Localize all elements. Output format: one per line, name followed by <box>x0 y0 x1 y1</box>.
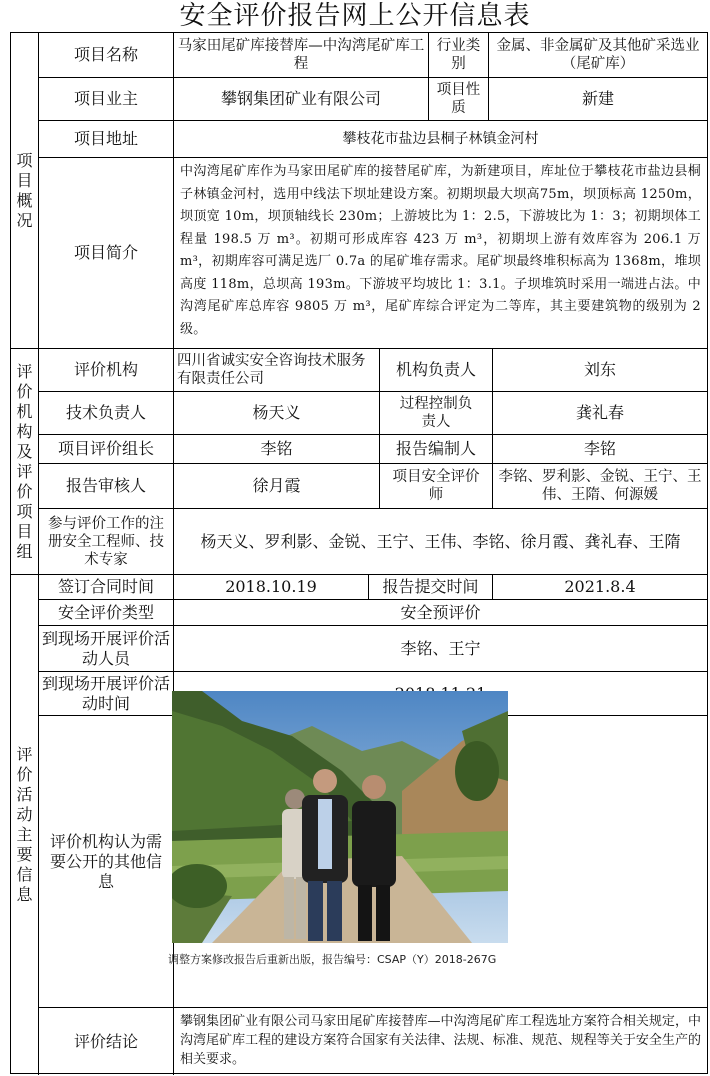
onsite-people-value: 李铭、王宁 <box>174 626 707 672</box>
intro-label: 项目简介 <box>39 158 174 349</box>
assessor-label: 项目安全评价师 <box>380 464 493 509</box>
submit-time-value: 2021.8.4 <box>493 575 707 600</box>
contract-time-label: 签订合同时间 <box>39 575 174 600</box>
leader-label: 项目评价组长 <box>39 435 174 464</box>
tech-head-value: 杨天义 <box>174 392 380 435</box>
org-head-value: 刘东 <box>493 349 707 392</box>
tech-head-label: 技术负责人 <box>39 392 174 435</box>
other-info-label: 评价机构认为需要公开的其他信息 <box>39 716 174 1008</box>
nature-value: 新建 <box>489 78 707 121</box>
address-label: 项目地址 <box>39 121 174 158</box>
reviewer-value: 徐月霞 <box>174 464 380 509</box>
address-value: 攀枝花市盐边县桐子林镇金河村 <box>174 121 707 158</box>
process-head-value: 龚礼春 <box>493 392 707 435</box>
eval-type-value: 安全预评价 <box>174 600 707 626</box>
process-head-label: 过程控制负责人 <box>380 392 493 435</box>
intro-value: 中沟湾尾矿库作为马家田尾矿库的接替尾矿库，为新建项目，库址位于攀枝花市盐边县桐子林镇金河村，选用中线法下坝址建设方案。初期坝最大坝高75m，坝顶标高 1250m，坝顶宽 10m，坝顶轴线长 230m；上游坡比为 1：2.5，下游坡比为 1：3；初期坝体工程量 198.5 万 m³。初期可形成库容 423 万 m³，初期坝上游有效库容为 206.1 万 m³，初期库容可满足选厂 0.7a 的尾矿堆存需求。尾矿坝最终堆积标高为 1368m，堆坝高度 118m，总坝高 193m。下游坡平均坡比 1：3.1。子坝堆筑时采用一端进占法。中沟湾尾矿库总库容 9805 万 m³，尾矿库综合评定为二等库，其主要建筑物的级别为 2 级。 <box>174 158 707 349</box>
org-head-label: 机构负责人 <box>380 349 493 392</box>
assessor-value: 李铭、罗利影、金锐、王宁、王伟、王隋、何源媛 <box>493 464 707 509</box>
industry-value: 金属、非金属矿及其他矿采选业（尾矿库） <box>489 33 707 78</box>
photo-caption: 调整方案修改报告后重新出版，报告编号：CSAP（Y）2018-267G <box>168 953 497 966</box>
engineers-label: 参与评价工作的注册安全工程师、技术专家 <box>39 509 174 575</box>
reviewer-label: 报告审核人 <box>39 464 174 509</box>
writer-label: 报告编制人 <box>380 435 493 464</box>
section-project-overview: 项 目 概 况 <box>11 33 39 349</box>
eval-type-label: 安全评价类型 <box>39 600 174 626</box>
nature-label: 项目性质 <box>429 78 489 121</box>
onsite-time-label: 到现场开展评价活动时间 <box>39 672 174 716</box>
onsite-people-label: 到现场开展评价活动人员 <box>39 626 174 672</box>
conclusion-value: 攀钢集团矿业有限公司马家田尾矿库接替库—中沟湾尾矿库工程选址方案符合相关规定，中沟湾尾矿库工程的建设方案符合国家有关法律、法规、标准、规范、规程等关于安全生产的相关要求。 <box>180 1014 701 1067</box>
contract-time-value: 2018.10.19 <box>174 575 369 600</box>
section-eval-activity: 评 价 活 动 主 要 信 息 <box>11 575 39 1075</box>
owner-label: 项目业主 <box>39 78 174 121</box>
org-value: 四川省诚实安全咨询技术服务有限责任公司 <box>174 349 380 392</box>
submit-time-label: 报告提交时间 <box>369 575 493 600</box>
conclusion-label: 评价结论 <box>39 1008 174 1075</box>
section-eval-org: 评 价 机 构 及 评 价 项 目 组 <box>11 349 39 575</box>
page-title: 安全评价报告网上公开信息表 <box>179 1 531 31</box>
project-name-value: 马家田尾矿库接替库—中沟湾尾矿库工程 <box>174 33 429 78</box>
org-label: 评价机构 <box>39 349 174 392</box>
engineers-value: 杨天义、罗利影、金锐、王宁、王伟、李铭、徐月霞、龚礼春、王隋 <box>174 509 707 575</box>
site-photo <box>172 691 508 943</box>
industry-label: 行业类别 <box>429 33 489 78</box>
writer-value: 李铭 <box>493 435 707 464</box>
leader-value: 李铭 <box>174 435 380 464</box>
project-name-label: 项目名称 <box>39 33 174 78</box>
owner-value: 攀钢集团矿业有限公司 <box>174 78 429 121</box>
